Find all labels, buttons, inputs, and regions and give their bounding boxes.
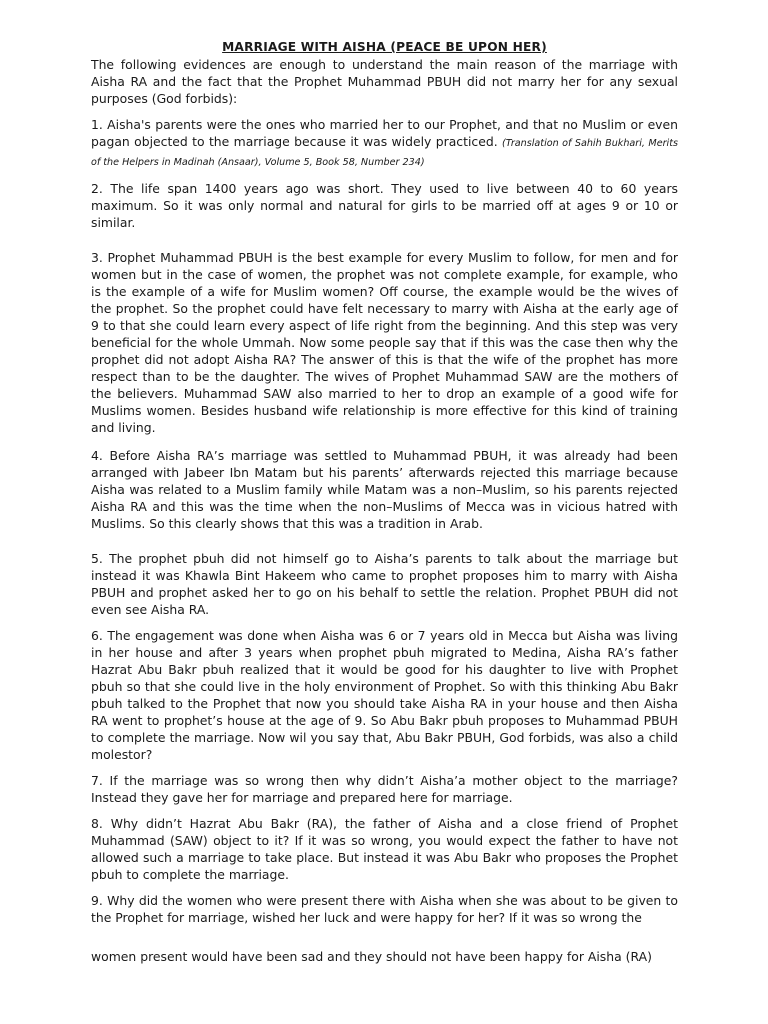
- point-6-paragraph: 6. The engagement was done when Aisha was 6 or 7 years old in Mecca but Aisha was living in her house and after 3 years when prophet pbuh migrated to Medina, Aisha RA’s father Hazrat Abu Bakr pbuh realized that it would be good for his daughter to live with Prophet pbuh so that she could live in the holy environment of Prophet. So with this thinking Abu Bakr pbuh talked to the Prophet that now you should take Aisha RA in your house and then Aisha RA went to prophet’s house at the age of 9. So Abu Bakr pbuh proposes to Muhammad PBUH to complete the marriage. Now wil you say that, Abu Bakr PBUH, God forbids, was also a child molestor?: [91, 628, 678, 762]
- point-4-paragraph: 4. Before Aisha RA’s marriage was settled to Muhammad PBUH, it was already had been arranged with Jabeer Ibn Matam but his parents’ afterwards rejected this marriage because Aisha was related to a Muslim family while Matam was a non–Muslim, so his parents rejected Aisha RA and this was the time when the non–Muslims of Mecca was in vicious hatred with Muslims. So this clearly shows that this was a tradition in Arab.: [91, 448, 678, 531]
- point-1-text: 1. Aisha's parents were the ones who married her to our Prophet, and that no Muslim or even pagan objected to the marriage because it was widely practiced.: [91, 117, 678, 149]
- point-9-paragraph: 9. Why did the women who were present there with Aisha when she was about to be given to the Prophet for marriage, wished her luck and were happy for her? If it was so wrong the: [91, 893, 678, 925]
- point-1-paragraph: [91, 116, 678, 171]
- intro-paragraph: The following evidences are enough to understand the main reason of the marriage with Aisha RA and the fact that the Prophet Muhammad PBUH did not marry her for any sexual purposes (God forbids):: [91, 57, 678, 106]
- document-title: MARRIAGE WITH AISHA (PEACE BE UPON HER): [222, 40, 547, 54]
- point-2-paragraph: 2. The life span 1400 years ago was short. They used to live between 40 to 60 years maximum. So it was only normal and natural for girls to be married off at ages 9 or 10 or similar.: [91, 181, 678, 230]
- point-5-paragraph: 5. The prophet pbuh did not himself go to Aisha’s parents to talk about the marriage but instead it was Khawla Bint Hakeem who came to prophet proposes him to marry with Aisha PBUH and prophet asked her to go on his behalf to settle the relation. Prophet PBUH did not even see Aisha RA.: [91, 551, 678, 617]
- document-body: [91, 39, 678, 965]
- point-1-citation: (Translation of Sahih Bukhari, Merits of the Helpers in Madinah (Ansaar), Volume 5, Book 58, Number 234): [91, 138, 678, 168]
- point-7-paragraph: 7. If the marriage was so wrong then why didn’t Aisha’a mother object to the marriage? Instead they gave her for marriage and prepared here for marriage.: [91, 773, 678, 805]
- point-8-paragraph: 8. Why didn’t Hazrat Abu Bakr (RA), the father of Aisha and a close friend of Prophet Muhammad (SAW) object to it? If it was so wrong, you would expect the father to have not allowed such a marriage to take place. But instead it was Abu Bakr who proposes the Prophet pbuh to complete the marriage.: [91, 816, 678, 882]
- point-9-continuation: women present would have been sad and they should not have been happy for Aisha (RA): [91, 949, 652, 964]
- point-3-paragraph: 3. Prophet Muhammad PBUH is the best example for every Muslim to follow, for men and for women but in the case of women, the prophet was not complete example, for example, who is the example of a wife for Muslim women? Off course, the example would be the wives of the prophet. So the prophet could have felt necessary to marry with Aisha at the early age of 9 to that she could learn every aspect of life right from the beginning. And this step was very beneficial for the whole Ummah. Now some people say that if this was the case then why the prophet did not adopt Aisha RA? The answer of this is that the wife of the prophet has more respect than to be the daughter. The wives of Prophet Muhammad SAW are the mothers of the believers. Muhammad SAW also married to her to drop an example of a good wife for Muslims women. Besides husband wife relationship is more effective for this kind of training and living.: [91, 250, 678, 435]
